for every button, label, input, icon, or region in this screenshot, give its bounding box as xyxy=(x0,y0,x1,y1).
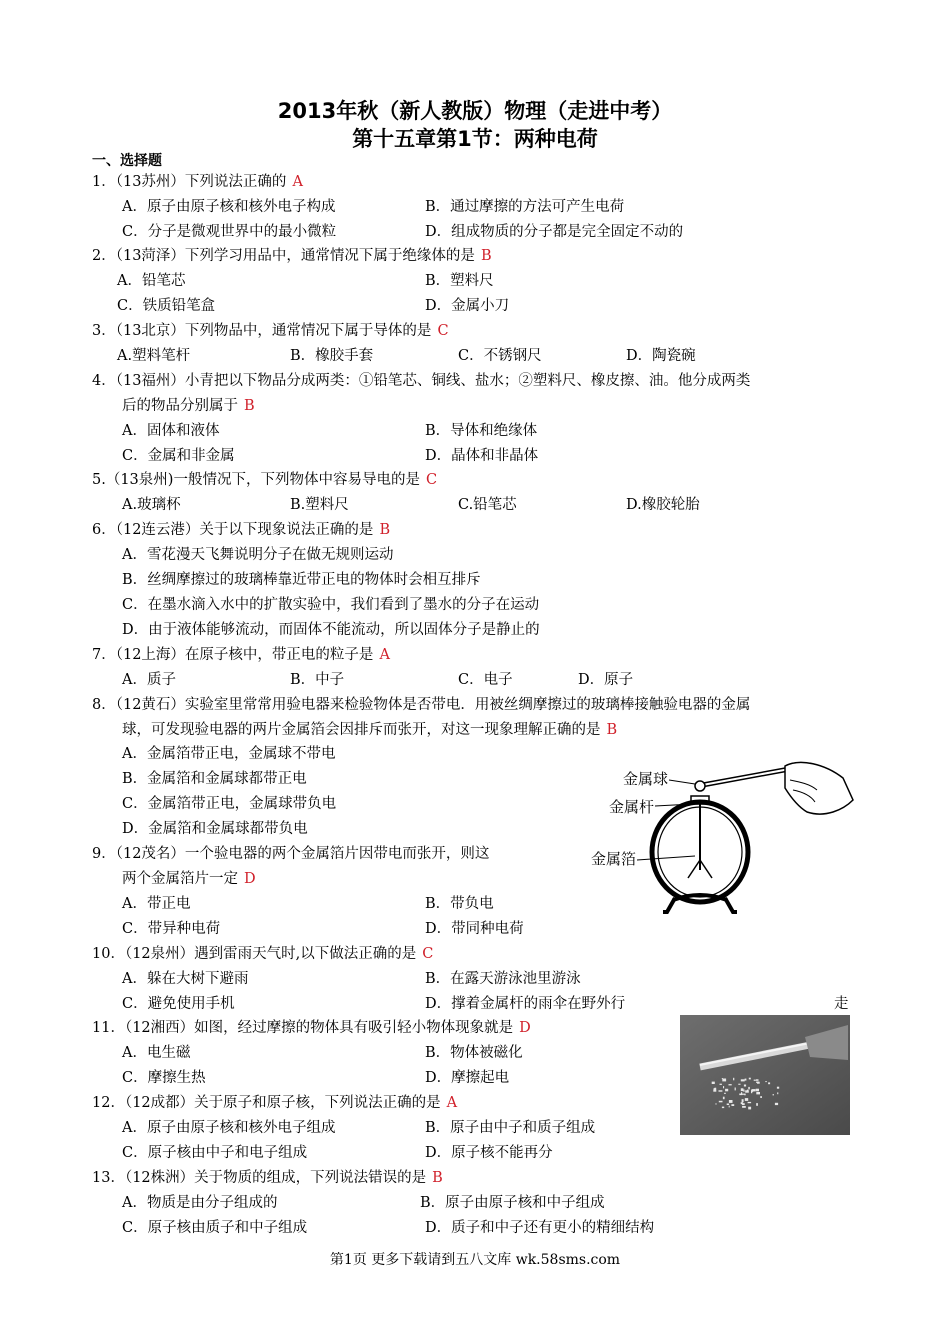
line-text: D．质子和中子还有更小的精细结构 xyxy=(425,1220,655,1236)
question-line xyxy=(122,869,256,889)
section-heading: 一、选择题 xyxy=(92,153,162,169)
line-text: C．铁质铅笔盒 xyxy=(117,298,216,314)
question-line xyxy=(458,670,513,690)
question-line xyxy=(122,894,190,914)
line-text: C．避免使用手机 xyxy=(122,996,235,1012)
line-text: A.塑料笔杆 xyxy=(117,348,191,364)
answer-mark: D xyxy=(244,871,256,887)
line-text: 11．（12湘西）如图，经过摩擦的物体具有吸引轻小物体现象就是 xyxy=(92,1020,514,1036)
question-line xyxy=(425,1118,595,1138)
question-line xyxy=(626,346,696,366)
question-line xyxy=(425,421,537,441)
question-line xyxy=(117,271,185,291)
line-text: B．原子由中子和质子组成 xyxy=(425,1120,596,1136)
page-footer: 第1页 更多下载请到五八文库 wk.58sms.com xyxy=(329,1252,621,1268)
line-text: B．塑料尺 xyxy=(425,273,494,289)
line-text: B．丝绸摩擦过的玻璃棒靠近带正电的物体时会相互排斥 xyxy=(122,572,481,588)
question-line xyxy=(122,919,220,939)
question-line xyxy=(626,495,700,515)
question-line xyxy=(122,197,335,217)
answer-mark: B xyxy=(244,398,255,414)
question-line xyxy=(122,396,255,416)
answer-mark: C xyxy=(422,946,434,962)
line-text: A．雪花漫天飞舞说明分子在做无规则运动 xyxy=(122,547,394,563)
answer-mark: B xyxy=(432,1170,443,1186)
question-line xyxy=(425,222,683,242)
question-line xyxy=(425,296,509,316)
line-text: D.橡胶轮胎 xyxy=(626,497,700,513)
question-line xyxy=(122,595,539,615)
line-text: D．组成物质的分子都是完全固定不动的 xyxy=(425,224,684,240)
line-text: B．通过摩擦的方法可产生电荷 xyxy=(425,199,625,215)
answer-mark: A xyxy=(446,1095,458,1111)
line-text: A．铅笔芯 xyxy=(117,273,186,289)
question-line xyxy=(122,744,335,764)
question-line xyxy=(122,720,617,740)
question-line xyxy=(92,321,449,341)
question-line xyxy=(122,620,540,640)
question-line xyxy=(425,1143,553,1163)
question-line xyxy=(122,819,308,839)
line-text: B．金属箔和金属球都带正电 xyxy=(122,771,307,787)
question-line xyxy=(122,1143,307,1163)
line-text: 1．（13苏州）下列说法正确的 xyxy=(92,174,287,190)
label-metal-foil: 金属箔 xyxy=(591,850,637,868)
line-text: A．电生磁 xyxy=(122,1045,191,1061)
line-text: C．原子核由质子和中子组成 xyxy=(122,1220,308,1236)
line-text: 8．（12黄石）实验室里常常用验电器来检验物体是否带电．用被丝绸摩擦过的玻璃棒接触验电器的金属 xyxy=(92,697,751,713)
line-text: A．固体和液体 xyxy=(122,423,220,439)
electroscope-figure xyxy=(585,760,860,920)
line-text: A．金属箔带正电，金属球不带电 xyxy=(122,746,336,762)
line-text: C．带异种电荷 xyxy=(122,921,221,937)
question-line xyxy=(834,994,849,1014)
line-text: C．不锈钢尺 xyxy=(458,348,542,364)
line-text: D．原子 xyxy=(578,672,634,688)
line-text: D．撑着金属杆的雨伞在野外行 xyxy=(425,996,626,1012)
question-line xyxy=(122,670,176,690)
question-line xyxy=(122,421,219,441)
line-text: D．陶瓷碗 xyxy=(626,348,696,364)
line-text: A．原子由原子核和核外电子构成 xyxy=(122,199,336,215)
line-text: 两个金属箔片一定 xyxy=(122,871,238,887)
answer-mark: A xyxy=(292,174,303,190)
question-line xyxy=(122,1043,190,1063)
line-text: 2．（13菏泽）下列学习用品中，通常情况下属于绝缘体的是 xyxy=(92,248,475,264)
line-text: 13．（12株洲）关于物质的组成，下列说法错误的是 xyxy=(92,1170,427,1186)
question-line xyxy=(425,271,494,291)
question-line xyxy=(122,1193,277,1213)
question-line xyxy=(92,1018,531,1038)
line-text: 5.（13泉州)一般情况下，下列物体中容易导电的是 xyxy=(92,472,420,488)
question-line xyxy=(458,495,517,515)
question-line xyxy=(92,520,390,540)
question-line xyxy=(122,1118,335,1138)
friction-photo xyxy=(680,1015,850,1135)
question-line xyxy=(122,969,248,989)
line-text: 12．（12成都）关于原子和原子核，下列说法正确的是 xyxy=(92,1095,441,1111)
line-text: B．导体和绝缘体 xyxy=(425,423,538,439)
line-text: A．原子由原子核和核外电子组成 xyxy=(122,1120,336,1136)
line-text: C.铅笔芯 xyxy=(458,497,517,513)
question-line xyxy=(92,1168,443,1188)
question-line xyxy=(425,446,538,466)
label-metal-ball: 金属球 xyxy=(623,770,669,788)
question-line xyxy=(122,222,336,242)
question-line xyxy=(92,844,489,864)
line-text: D．金属箔和金属球都带负电 xyxy=(122,821,308,837)
question-line xyxy=(117,296,215,316)
line-text: C．金属箔带正电，金属球带负电 xyxy=(122,796,337,812)
line-text: C．分子是微观世界中的最小微粒 xyxy=(122,224,337,240)
line-text: C．摩擦生热 xyxy=(122,1070,206,1086)
line-text: C．金属和非金属 xyxy=(122,448,235,464)
question-line xyxy=(425,1043,523,1063)
line-text: C．原子核由中子和电子组成 xyxy=(122,1145,308,1161)
line-text: 4．（13福州）小青把以下物品分成两类：①铅笔芯、铜线、盐水；②塑料尺、橡皮擦、油。他分成两类 xyxy=(92,373,751,389)
question-line xyxy=(92,944,433,964)
line-text: 6．（12连云港）关于以下现象说法正确的是 xyxy=(92,522,374,538)
line-text: D．晶体和非晶体 xyxy=(425,448,539,464)
line-text: C．电子 xyxy=(458,672,513,688)
question-line xyxy=(92,470,437,490)
question-line xyxy=(122,495,181,515)
line-text: D．摩擦起电 xyxy=(425,1070,510,1086)
question-line xyxy=(92,695,750,715)
question-line xyxy=(117,346,190,366)
question-line xyxy=(92,172,303,192)
line-text: 后的物品分别属于 xyxy=(122,398,238,414)
line-text: A．物质是由分子组成的 xyxy=(122,1195,278,1211)
question-line xyxy=(122,446,235,466)
question-line xyxy=(425,197,624,217)
line-text: 球，可发现验电器的两片金属箔会因排斥而张开，对这一现象理解正确的是 xyxy=(122,722,601,738)
line-text: B．中子 xyxy=(290,672,345,688)
question-line xyxy=(290,670,344,690)
line-text: B．带负电 xyxy=(425,896,494,912)
line-text: B.塑料尺 xyxy=(290,497,349,513)
question-line xyxy=(122,994,235,1014)
answer-mark: C xyxy=(425,472,438,488)
question-line xyxy=(92,645,390,665)
line-text: B．在露天游泳池里游泳 xyxy=(425,971,581,987)
answer-mark: B xyxy=(480,248,492,264)
answer-mark: B xyxy=(606,722,618,738)
question-line xyxy=(425,1068,509,1088)
line-text: 3．（13北京）下列物品中，通常情况下属于导体的是 xyxy=(92,323,432,339)
question-line xyxy=(92,246,492,266)
question-line xyxy=(290,495,349,515)
line-text: 7．（12上海）在原子核中，带正电的粒子是 xyxy=(92,647,374,663)
question-line xyxy=(425,1218,654,1238)
question-line xyxy=(420,1193,605,1213)
line-text: D．带同种电荷 xyxy=(425,921,524,937)
question-line xyxy=(122,570,481,590)
line-text: B．物体被磁化 xyxy=(425,1045,523,1061)
line-text: A．质子 xyxy=(122,672,176,688)
answer-mark: C xyxy=(437,323,449,339)
answer-mark: B xyxy=(379,522,391,538)
line-text: D．原子核不能再分 xyxy=(425,1145,553,1161)
line-text: 10．（12泉州）遇到雷雨天气时,以下做法正确的是 xyxy=(92,946,417,962)
line-text: A．带正电 xyxy=(122,896,191,912)
question-line xyxy=(92,371,750,391)
question-line xyxy=(122,794,336,814)
line-text: D．金属小刀 xyxy=(425,298,510,314)
line-text: 9．（12茂名）一个验电器的两个金属箔片因带电而张开，则这 xyxy=(92,846,490,862)
question-line xyxy=(122,1068,206,1088)
line-text: B．橡胶手套 xyxy=(290,348,374,364)
page-title: 2013年秋（新人教版）物理（走进中考） xyxy=(277,99,673,123)
question-line xyxy=(122,1218,307,1238)
line-text: A．躲在大树下避雨 xyxy=(122,971,249,987)
label-metal-rod: 金属杆 xyxy=(609,798,655,816)
question-line xyxy=(458,346,542,366)
question-line xyxy=(425,969,581,989)
line-text: C．在墨水滴入水中的扩散实验中，我们看到了墨水的分子在运动 xyxy=(122,597,540,613)
question-line xyxy=(578,670,633,690)
line-text: 走 xyxy=(834,996,849,1012)
question-line xyxy=(92,1093,457,1113)
question-line xyxy=(425,894,494,914)
line-text: A.玻璃杯 xyxy=(122,497,181,513)
line-text: B．原子由原子核和中子组成 xyxy=(420,1195,605,1211)
answer-mark: D xyxy=(519,1020,531,1036)
question-line xyxy=(425,919,524,939)
answer-mark: A xyxy=(379,647,390,663)
line-text: D．由于液体能够流动，而固体不能流动，所以固体分子是静止的 xyxy=(122,622,540,638)
question-line xyxy=(122,545,393,565)
question-line xyxy=(290,346,373,366)
question-line xyxy=(425,994,625,1014)
page-subtitle: 第十五章第1节：两种电荷 xyxy=(352,127,598,151)
question-line xyxy=(122,769,307,789)
